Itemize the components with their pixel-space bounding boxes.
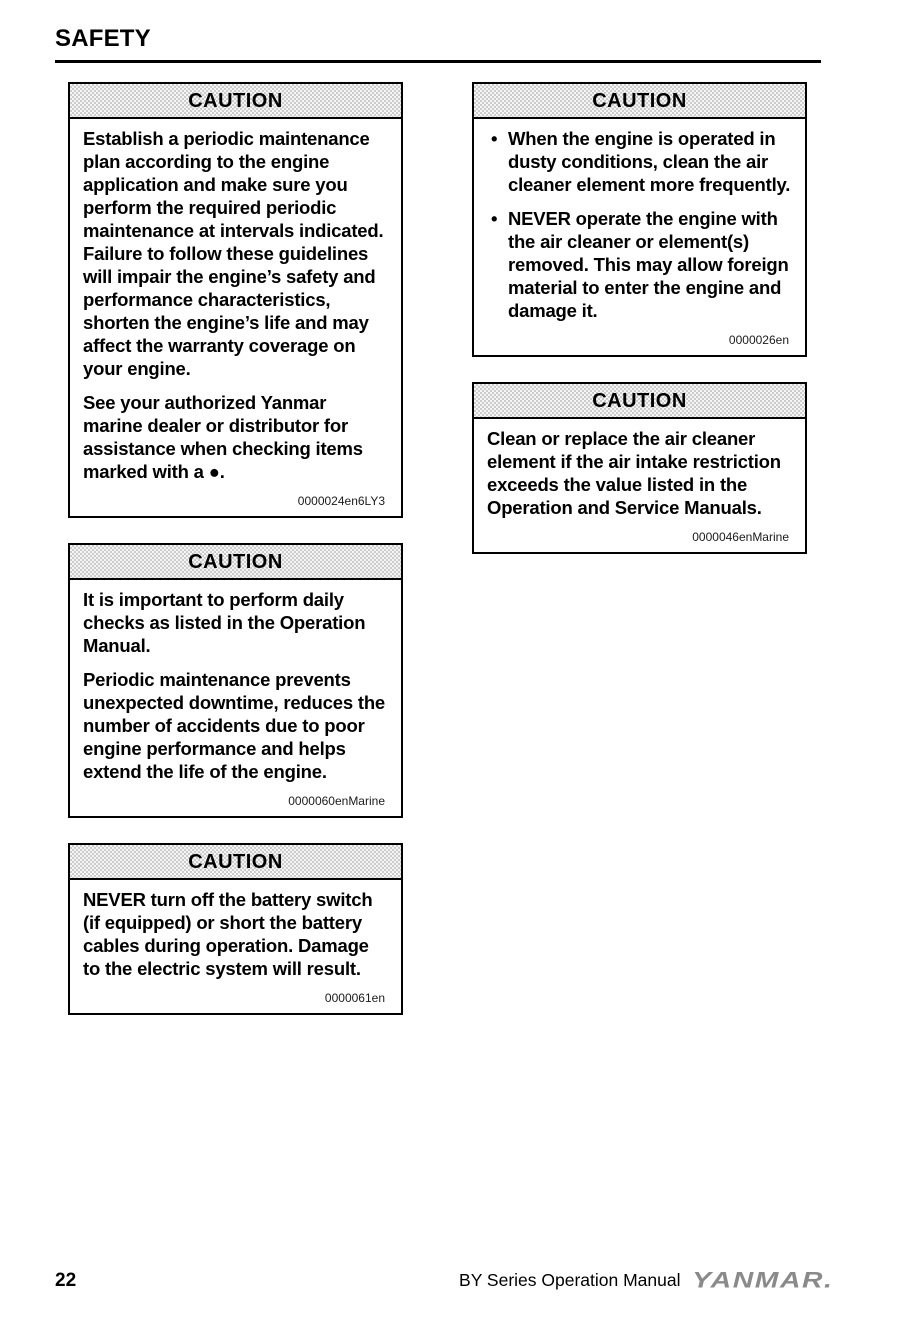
caution-box-air-cleaner-operation (472, 82, 807, 357)
caution-code: 0000061en (324, 991, 385, 1005)
caution-paragraph: NEVER turn off the battery switch (if equipped) or short the battery cables during operation. Damage to the electric system will result. (83, 889, 373, 979)
page-header (55, 26, 821, 63)
caution-header: CAUTION (70, 84, 401, 119)
caution-code: 0000060enMarine (288, 794, 385, 808)
caution-code: 0000024en6LY3 (297, 494, 385, 508)
caution-header: CAUTION (70, 545, 401, 580)
caution-body (70, 580, 401, 816)
caution-paragraph: See your authorized Yanmar marine dealer or distributor for assistance when checking items marked with a ●. (83, 392, 363, 482)
caution-box-maintenance-plan (68, 82, 403, 518)
page-title: SAFETY (55, 25, 151, 52)
caution-paragraph: It is important to perform daily checks as listed in the Operation Manual. (83, 589, 366, 656)
caution-paragraph: Establish a periodic maintenance plan according to the engine application and make sure you perform the required periodic maintenance at intervals indicated. Failure to follow these guidelines will impair the engine’s safety and performance characteristics, shorten the engine’s life and may affect the warranty coverage on your engine. (83, 128, 384, 379)
caution-header: CAUTION (474, 384, 805, 419)
yanmar-logo: YANMAR. (691, 1267, 833, 1293)
right-column (472, 82, 807, 579)
caution-bullet-item: • When the engine is operated in dusty conditions, clean the air cleaner element more frequently. (487, 127, 792, 196)
caution-body (70, 880, 401, 1013)
left-column (68, 82, 403, 1040)
caution-bullet-list (487, 127, 792, 322)
caution-header: CAUTION (474, 84, 805, 119)
header-rule (55, 60, 821, 63)
caution-body (70, 119, 401, 516)
caution-body (474, 119, 805, 355)
caution-box-daily-checks (68, 543, 403, 818)
caution-code: 0000026en (728, 333, 789, 347)
caution-paragraph: Periodic maintenance prevents unexpected downtime, reduces the number of accidents due to poor engine performance and helps extend the life of the engine. (83, 669, 386, 782)
caution-box-air-intake-restriction (472, 382, 807, 554)
caution-box-battery-switch (68, 843, 403, 1015)
caution-body (474, 419, 805, 552)
footer-right (459, 1262, 833, 1293)
page-footer (55, 1262, 833, 1293)
manual-title: BY Series Operation Manual (459, 1270, 681, 1290)
caution-paragraph: Clean or replace the air cleaner element if the air intake restriction exceeds the value listed in the Operation and Service Manuals. (487, 428, 781, 518)
caution-header: CAUTION (70, 845, 401, 880)
caution-code: 0000046enMarine (692, 530, 789, 544)
page-number: 22 (55, 1270, 77, 1291)
caution-bullet-item: • NEVER operate the engine with the air cleaner or element(s) removed. This may allow foreign material to enter the engine and damage it. (487, 207, 792, 322)
